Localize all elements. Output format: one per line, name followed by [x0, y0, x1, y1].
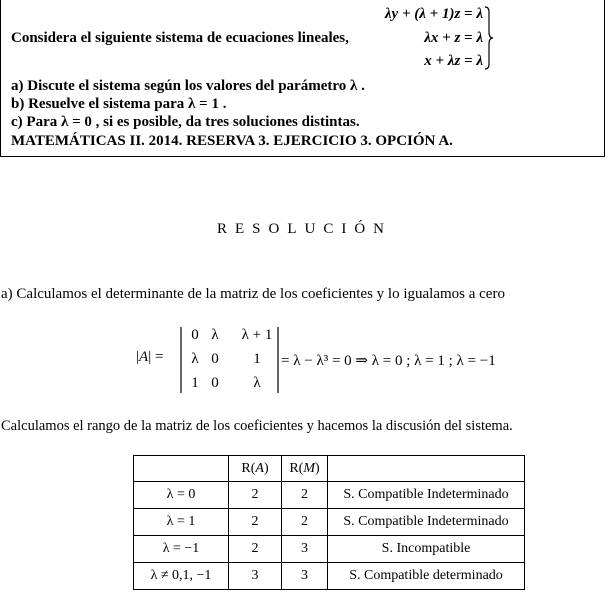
table-cell: 2	[229, 509, 282, 536]
problem-source: MATEMÁTICAS II. 2014. RESERVA 3. EJERCICIO 3. OPCIÓN A.	[11, 133, 453, 149]
matrix-cell: 1	[191, 375, 199, 391]
table-cell: S. Compatible Indeterminado	[328, 482, 525, 509]
determinant-equation	[136, 325, 556, 395]
matrix-cell: λ	[211, 327, 219, 343]
table-cell: S. Incompatible	[328, 536, 525, 563]
table-header-cell	[134, 456, 229, 482]
table-cell: 3	[282, 563, 328, 590]
equation-1: λy + (λ + 1)z = λ	[384, 6, 483, 22]
paragraph-rank: Calculamos el rango de la matriz de los coeficientes y hacemos la discusión del sistema.	[1, 418, 513, 434]
table-row	[134, 563, 525, 590]
item-b: b) Resuelve el sistema para λ = 1 .	[11, 96, 227, 112]
table-cell: λ ≠ 0,1, −1	[134, 563, 229, 590]
table-row	[134, 536, 525, 563]
table-cell: 2	[229, 536, 282, 563]
det-label: |A| =	[136, 349, 164, 365]
matrix-cell: 0	[191, 327, 199, 343]
table-cell: 2	[229, 482, 282, 509]
table-row	[134, 509, 525, 536]
table-cell: λ = 1	[134, 509, 229, 536]
system-brace	[484, 6, 494, 70]
matrix-cell: 0	[211, 351, 219, 367]
table-cell: 2	[282, 509, 328, 536]
determinant-result: = λ − λ³ = 0 ⇒ λ = 0 ; λ = 1 ; λ = −1	[281, 353, 496, 369]
table-cell: S. Compatible Indeterminado	[328, 509, 525, 536]
table-header-row	[134, 456, 525, 482]
resolution-title: RESOLUCIÓN	[216, 221, 392, 237]
item-a: a) Discute el sistema según los valores del parámetro λ .	[11, 78, 365, 94]
table-header-cell: R(M)	[282, 456, 328, 482]
matrix-right-bar	[276, 327, 280, 393]
paragraph-a: a) Calculamos el determinante de la matriz de los coeficientes y lo igualamos a cero	[1, 286, 505, 302]
discussion-table	[133, 455, 525, 590]
table-cell: S. Compatible determinado	[328, 563, 525, 590]
matrix-cell: λ	[191, 351, 199, 367]
table-cell: 3	[229, 563, 282, 590]
table-cell: λ = 0	[134, 482, 229, 509]
matrix-cell: λ + 1	[241, 327, 273, 343]
matrix-cell: λ	[253, 375, 261, 391]
item-c: c) Para λ = 0 , si es posible, da tres soluciones distintas.	[11, 114, 360, 130]
matrix-cell: 1	[253, 351, 261, 367]
table-cell: 3	[282, 536, 328, 563]
equation-3: x + λz = λ	[424, 53, 483, 69]
matrix-cell: 0	[211, 375, 219, 391]
table-row	[134, 482, 525, 509]
table-cell: λ = −1	[134, 536, 229, 563]
table-header-cell	[328, 456, 525, 482]
table-cell: 2	[282, 482, 328, 509]
problem-intro: Considera el siguiente sistema de ecuaciones lineales,	[11, 30, 349, 46]
table-header-cell: R(A)	[229, 456, 282, 482]
equation-2: λx + z = λ	[424, 30, 483, 46]
